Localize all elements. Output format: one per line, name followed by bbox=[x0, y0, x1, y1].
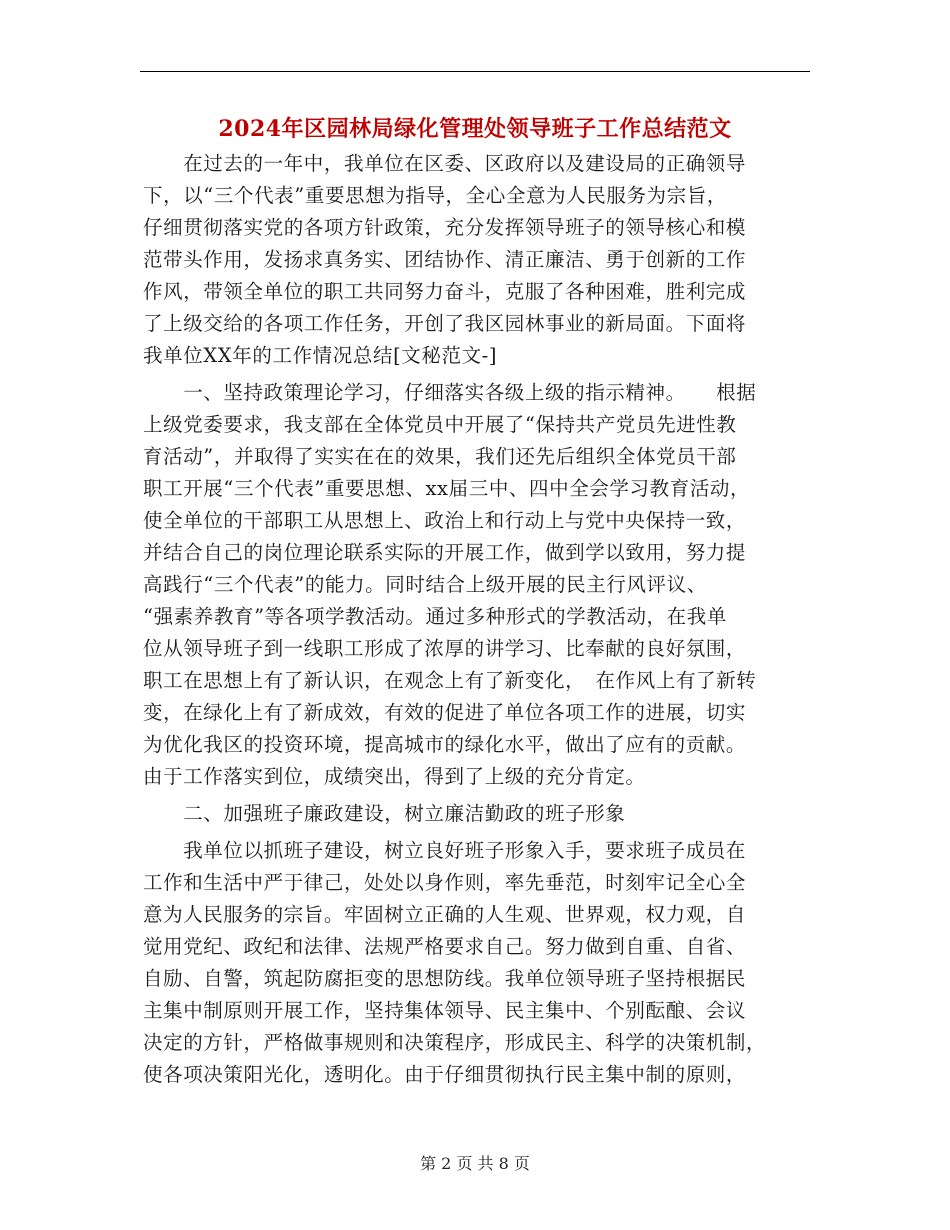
body-line: 职工开展“三个代表”重要思想、xx届三中、四中全会学习教育活动， bbox=[143, 477, 751, 500]
body-line: 职工在思想上有了新认识，在观念上有了新变化， 在作风上有了新转 bbox=[143, 669, 757, 692]
body-line: 由于工作落实到位，成绩突出，得到了上级的充分肯定。 bbox=[143, 765, 646, 788]
body-line: 作风，带领全单位的职工共同努力奋斗，克服了各种困难，胜利完成 bbox=[143, 280, 747, 303]
body-line: 工作和生活中严于律己，处处以身作则，率先垂范，时刻牢记全心全 bbox=[143, 871, 747, 894]
body-line: 自励、自警，筑起防腐拒变的思想防线。我单位领导班子坚持根据民 bbox=[143, 967, 747, 990]
body-line: 决定的方针，严格做事规则和决策程序，形成民主、科学的决策机制， bbox=[143, 1031, 767, 1054]
body-line: 育活动”，并取得了实实在在的效果，我们还先后组织全体党员干部 bbox=[143, 445, 737, 468]
body-line: 范带头作用，发扬求真务实、团结协作、清正廉洁、勇于创新的工作 bbox=[143, 248, 747, 271]
header-rule bbox=[140, 71, 810, 72]
body-line: 位从领导班子到一线职工形成了浓厚的讲学习、比奉献的良好氛围， bbox=[143, 637, 747, 660]
page-number-footer: 第 2 页 共 8 页 bbox=[420, 1154, 530, 1173]
section-heading-line: 二、加强班子廉政建设，树立廉洁勤政的班子形象 bbox=[143, 802, 626, 825]
body-line: 我单位XX年的工作情况总结[文秘范文-] bbox=[143, 344, 498, 367]
body-line: 在过去的一年中，我单位在区委、区政府以及建设局的正确领导 bbox=[143, 152, 747, 175]
body-line: 主集中制原则开展工作，坚持集体领导、民主集中、个别酝酿、会议 bbox=[143, 999, 747, 1022]
body-line: 使各项决策阳光化，透明化。由于仔细贯彻执行民主集中制的原则， bbox=[143, 1063, 747, 1086]
body-line: 我单位以抓班子建设，树立良好班子形象入手，要求班子成员在 bbox=[143, 839, 747, 862]
body-line: 并结合自己的岗位理论联系实际的开展工作，做到学以致用，努力提 bbox=[143, 541, 747, 564]
body-line: 意为人民服务的宗旨。牢固树立正确的人生观、世界观，权力观，自 bbox=[143, 903, 747, 926]
body-line: 觉用党纪、政纪和法律、法规严格要求自己。努力做到自重、自省、 bbox=[143, 935, 747, 958]
body-line: 变，在绿化上有了新成效，有效的促进了单位各项工作的进展，切实 bbox=[143, 701, 747, 724]
body-line: 上级党委要求，我支部在全体党员中开展了“保持共产党员先进性教 bbox=[143, 413, 737, 436]
body-line: 了上级交给的各项工作任务，开创了我区园林事业的新局面。下面将 bbox=[143, 312, 747, 335]
body-line: 高践行“三个代表”的能力。同时结合上级开展的民主行风评议、 bbox=[143, 573, 707, 596]
body-line: 使全单位的干部职工从思想上、政治上和行动上与党中央保持一致， bbox=[143, 509, 747, 532]
body-line: 为优化我区的投资环境，提高城市的绿化水平，做出了应有的贡献。 bbox=[143, 733, 747, 756]
body-line: 仔细贯彻落实党的各项方针政策，充分发挥领导班子的领导核心和模 bbox=[143, 216, 747, 239]
document-title: 2024年区园林局绿化管理处领导班子工作总结范文 bbox=[218, 116, 732, 142]
body-line: 下，以“三个代表”重要思想为指导，全心全意为人民服务为宗旨， bbox=[143, 184, 727, 207]
section-heading-line: 一、坚持政策理论学习，仔细落实各级上级的指示精神。 根据 bbox=[143, 381, 757, 404]
body-line: “强素养教育”等各项学教活动。通过多种形式的学教活动，在我单 bbox=[143, 605, 727, 628]
